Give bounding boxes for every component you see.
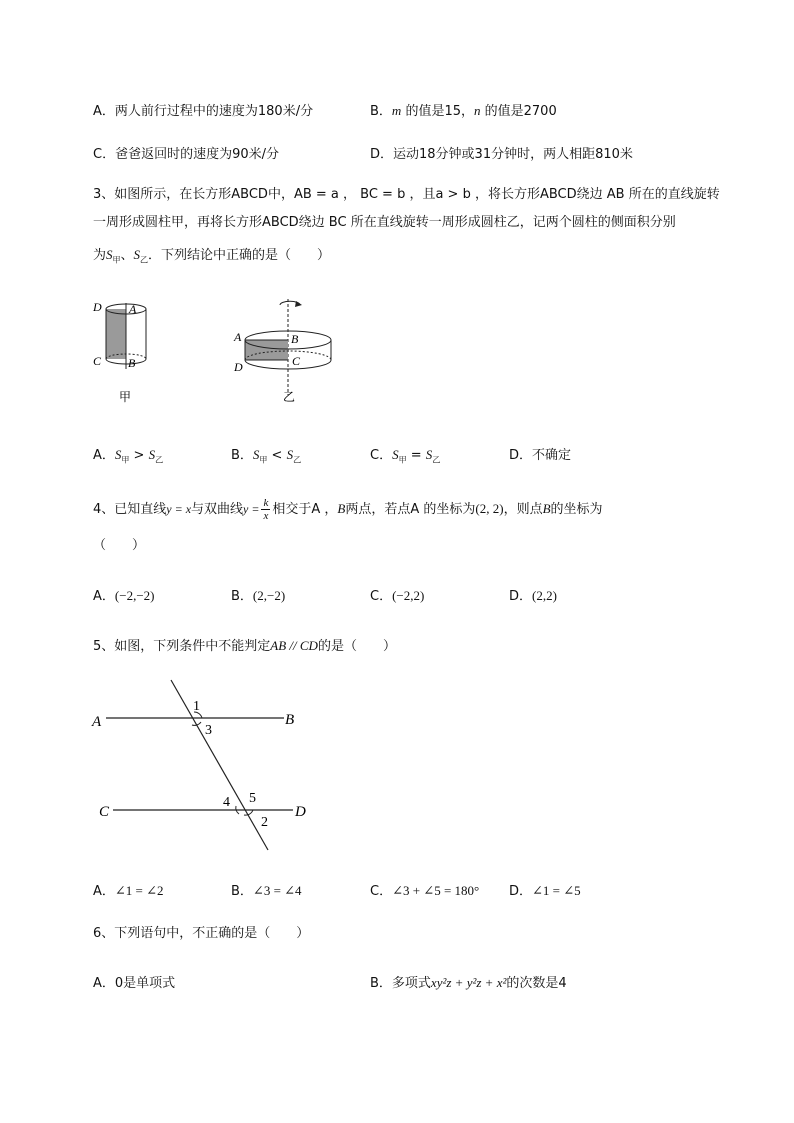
q5-option-d-value: ∠1 = ∠5 <box>532 883 581 898</box>
q4-option-a-letter: A． <box>93 589 115 604</box>
q2-option-b <box>370 100 557 119</box>
fig1-label-a: A <box>129 302 137 316</box>
q3-option-c-s1: S <box>392 447 399 462</box>
fig1-label-b: B <box>128 356 136 370</box>
q4-mid2: 相交于A ， <box>272 502 338 517</box>
angle-2-label: 2 <box>261 815 268 830</box>
q4-option-d-value: (2,2) <box>532 588 557 603</box>
q4-option-a <box>93 585 154 604</box>
q5-option-c-letter: C． <box>370 884 393 899</box>
q3-line3-pre: 为 <box>93 248 107 263</box>
q4-b2: B <box>542 501 551 516</box>
angle-5-label: 5 <box>249 791 256 806</box>
angle-1-label: 1 <box>193 699 200 714</box>
fig3-label-d: D <box>295 804 306 820</box>
fig2-label-c: C <box>292 354 301 368</box>
cylinder-yi-figure <box>228 295 348 410</box>
q3-option-c-sub2: 乙 <box>432 455 441 465</box>
q5-option-c-value: ∠3 + ∠5 = 180° <box>392 883 480 898</box>
q3-option-a-s2: S <box>148 447 156 462</box>
q5-post: 的是（ ） <box>317 639 396 654</box>
q3-option-b-letter: B． <box>231 448 253 463</box>
q4-b: B <box>337 501 346 516</box>
q5-expr: AB // CD <box>270 638 318 653</box>
q3-s-yi: S <box>133 247 141 262</box>
cylinder-jia-figure <box>88 295 168 410</box>
q3-option-b <box>231 444 301 466</box>
q4-option-d-letter: D． <box>509 589 533 604</box>
q5-option-b-letter: B． <box>231 884 253 899</box>
transversal-line <box>171 680 268 850</box>
q3-option-c-letter: C． <box>370 448 393 463</box>
parallel-lines-figure <box>88 672 328 857</box>
q4-pre: 4、已知直线 <box>93 502 167 517</box>
q3-option-d-text: 不确定 <box>532 448 572 463</box>
q5-option-d-letter: D． <box>509 884 533 899</box>
q4-fraction-den: x <box>263 510 269 522</box>
q3-option-c-s2: S <box>425 447 433 462</box>
q3-option-b-op: < <box>267 448 287 463</box>
fig1-label-c: C <box>93 354 102 368</box>
q5-option-c <box>370 880 479 899</box>
q5-option-a-letter: A． <box>93 884 115 899</box>
q6-option-b-post: 的次数是4 <box>506 976 567 991</box>
q2-option-b-n: n <box>474 103 481 118</box>
q2-option-b-letter: B． <box>370 104 392 119</box>
fig1-label-d: D <box>93 300 102 314</box>
q2-option-b-post: 的值是2700 <box>480 104 557 119</box>
q2-option-a: A．两人前行过程中的速度为180米/分 <box>93 104 314 119</box>
fig2-label-d: D <box>234 360 243 374</box>
q4-mid3: 两点，若点A 的坐标为 <box>345 502 476 517</box>
fig2-label-b: B <box>291 332 299 346</box>
q3-option-a-sub1: 甲 <box>121 455 130 465</box>
q4-fraction-num: k <box>263 497 269 509</box>
q5-option-d <box>509 880 581 899</box>
q3-s-jia: S <box>106 247 113 262</box>
q4-coord: (2, 2) <box>475 501 504 516</box>
q3-stem-line2: 一周形成圆柱甲，再将长方形ABCD绕边 BC 所在直线旋转一周形成圆柱乙，记两个圆柱的侧面积分别 <box>93 215 676 230</box>
q4-option-c-letter: C． <box>370 589 393 604</box>
fig2-caption: 乙 <box>283 390 296 404</box>
q3-option-b-s1: S <box>252 447 260 462</box>
q2-option-b-mid: 的值是15， <box>401 104 474 119</box>
q4-post: 的坐标为 <box>550 502 603 517</box>
q4-option-b-letter: B． <box>231 589 253 604</box>
q3-option-d-letter: D． <box>509 448 533 463</box>
q3-option-c <box>370 444 440 466</box>
q4-mid1: 与双曲线 <box>191 502 244 517</box>
q3-stem-line1: 3、如图所示，在长方形ABCD中，AB = a ， BC = b ，且a > b ，将长方形ABCD绕边 AB 所在的直线旋转 <box>93 187 720 202</box>
q4-option-b <box>231 585 285 604</box>
q3-option-a <box>93 444 163 466</box>
q3-stem-line3 <box>93 244 330 266</box>
q5-option-a-value: ∠1 = ∠2 <box>114 883 164 898</box>
q4-mid4: ，则点 <box>503 502 543 517</box>
q3-sep: 、 <box>120 248 134 263</box>
q4-option-b-value: (2,−2) <box>252 588 286 603</box>
q3-option-a-letter: A． <box>93 448 115 463</box>
q5-option-a <box>93 880 164 899</box>
fig1-caption: 甲 <box>119 390 132 404</box>
q3-option-a-s1: S <box>114 447 122 462</box>
fig3-label-c: C <box>99 804 110 820</box>
q2-option-b-m: m <box>391 103 402 118</box>
q3-option-d <box>509 444 571 463</box>
q3-option-c-sub1: 甲 <box>398 455 407 465</box>
q2-option-d: D．运动18分钟或31分钟时，两人相距810米 <box>370 147 633 162</box>
q3-option-c-op: = <box>406 448 426 463</box>
q3-option-b-sub2: 乙 <box>293 455 302 465</box>
q6-stem: 6、下列语句中，不正确的是（ ） <box>93 926 310 941</box>
q4-fraction <box>261 497 270 522</box>
q3-s-jia-sub: 甲 <box>112 255 121 265</box>
angle-3-label: 3 <box>205 723 212 738</box>
q3-option-b-sub1: 甲 <box>259 455 268 465</box>
fig3-label-b: B <box>285 712 295 728</box>
q3-s-yi-sub: 乙 <box>140 255 149 265</box>
q4-option-c-value: (−2,2) <box>392 588 425 603</box>
q4-stem-line2: （ ） <box>93 538 146 553</box>
q4-stem-line1 <box>93 494 603 525</box>
q3-option-b-s2: S <box>286 447 294 462</box>
fig3-label-a: A <box>92 714 102 730</box>
q3-option-a-op: > <box>129 448 149 463</box>
q6-option-b-pre: B．多项式 <box>370 976 431 991</box>
fig2-label-a: A <box>234 330 242 344</box>
shaded-rectangle <box>106 309 126 359</box>
q4-option-d <box>509 585 557 604</box>
q4-line-eq: y = x <box>166 502 192 516</box>
q4-option-a-value: (−2,−2) <box>114 588 155 603</box>
q3-option-a-sub2: 乙 <box>155 455 164 465</box>
angle-4-label: 4 <box>223 795 230 810</box>
q5-stem <box>93 635 396 654</box>
q6-option-a: A．0是单项式 <box>93 976 176 991</box>
q3-line3-post: ．下列结论中正确的是（ ） <box>148 248 331 263</box>
q4-y-eq: y = <box>243 502 260 516</box>
q5-option-b-value: ∠3 = ∠4 <box>252 883 302 898</box>
q6-option-b-expr: xy²z + y²z + x² <box>430 975 507 990</box>
q4-option-c <box>370 585 424 604</box>
q5-pre: 5、如图，下列条件中不能判定 <box>93 639 271 654</box>
q2-option-c: C．爸爸返回时的速度为90米/分 <box>93 147 279 162</box>
shaded-rectangle-yi <box>245 340 288 360</box>
q5-option-b <box>231 880 302 899</box>
q6-option-b <box>370 972 567 991</box>
